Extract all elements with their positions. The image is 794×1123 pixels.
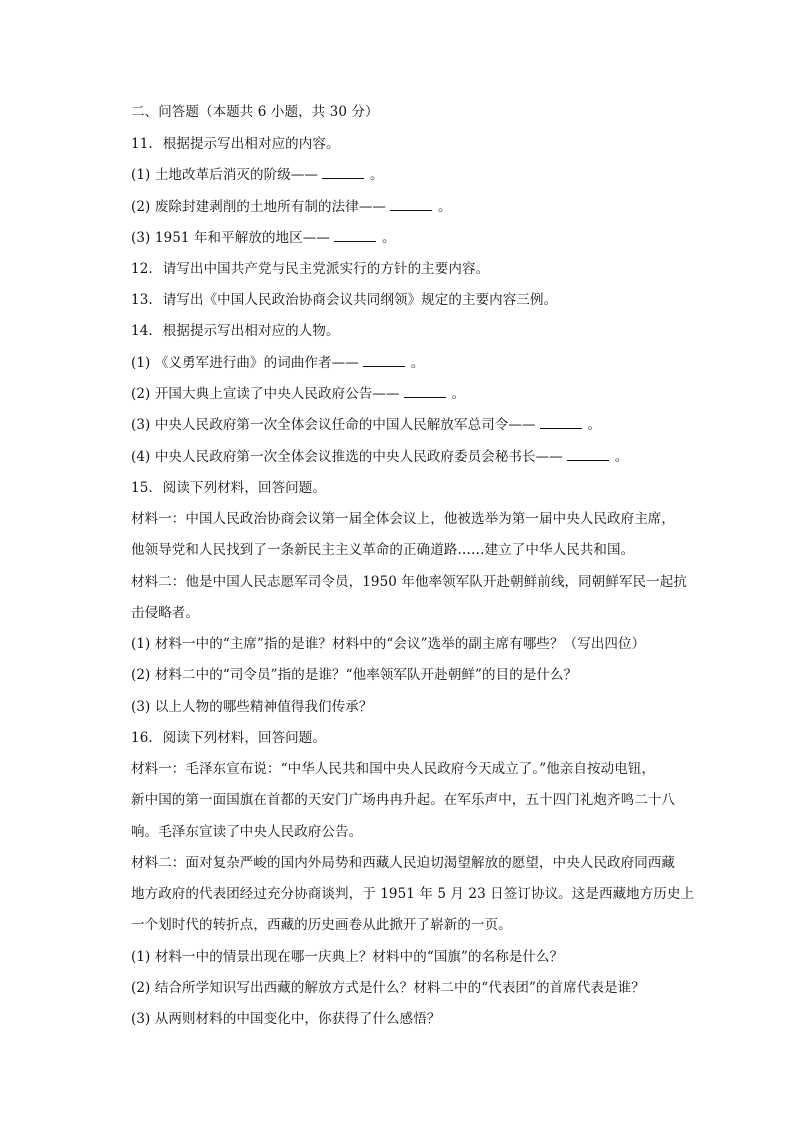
item-end: 。: [614, 449, 629, 465]
q15-subquestion-2: (2) 材料二中的“司令员”指的是谁？“他率领军队开赴朝鲜”的目的是什么？: [131, 667, 578, 683]
question-stem: 阅读下列材料，回答问题。: [162, 480, 326, 496]
answer-blank[interactable]: [322, 166, 364, 179]
question-13: [131, 290, 557, 310]
q15-subquestion-3: (3) 以上人物的哪些精神值得我们传承？: [131, 699, 373, 715]
question-stem: 根据提示写出相对应的内容。: [162, 136, 340, 152]
question-stem: 请写出中国共产党与民主党派实行的方针的主要内容。: [162, 261, 490, 277]
item-text: (2) 开国大典上宣读了中央人民政府公告——: [131, 386, 400, 402]
q16-material-2-line-2: 地方政府的代表团经过充分协商谈判，于 1951 年 5 月 23 日签订协议。这是西藏地方历史上: [131, 886, 695, 902]
q16-material-1-line-2: 新中国的第一面国旗在首都的天安门广场冉冉升起。在军乐声中，五十四门礼炮齐鸣二十八: [131, 792, 675, 808]
item-end: 。: [410, 355, 425, 371]
item-end: 。: [370, 167, 384, 183]
q15-subquestion-1: (1) 材料一中的“主席”指的是谁？材料中的“会议”选举的副主席有哪些？（写出四位）: [131, 636, 646, 652]
question-number: 16.: [131, 730, 153, 746]
question-11: [131, 134, 340, 154]
q14-item-3: [131, 415, 601, 435]
section-title: 二、问答题（本题共 6 小题，共 30 分）: [131, 104, 379, 120]
q16-material-2-line-1: 材料二：面对复杂严峻的国内外局势和西藏人民迫切渴望解放的愿望，中央人民政府同西藏: [131, 855, 675, 871]
answer-blank[interactable]: [540, 416, 582, 429]
question-15: [131, 478, 326, 498]
q11-item-2: [131, 197, 452, 217]
item-end: 。: [438, 199, 452, 215]
q14-item-1: [131, 353, 424, 373]
q16-subquestion-3: (3) 从两则材料的中国变化中，你获得了什么感悟？: [131, 1011, 441, 1027]
q11-item-3: [131, 228, 396, 248]
item-text: (3) 1951 年和平解放的地区——: [131, 230, 330, 246]
item-text: (2) 废除封建剥削的土地所有制的法律——: [131, 199, 387, 215]
q15-material-2-line-1: 材料二：他是中国人民志愿军司令员，1950 年他率领军队开赴朝鲜前线，同朝鲜军民一起抗: [131, 574, 687, 590]
answer-blank[interactable]: [390, 198, 432, 211]
q15-material-1-line-2: 他领导党和人民找到了一条新民主主义革命的正确道路……建立了中华人民共和国。: [131, 542, 635, 558]
q16-subquestion-2: (2) 结合所学知识写出西藏的解放方式是什么？材料二中的“代表团”的首席代表是谁？: [131, 980, 645, 996]
answer-blank[interactable]: [567, 448, 609, 461]
q15-material-2-line-2: 击侵略者。: [131, 605, 199, 621]
question-number: 14.: [131, 323, 153, 339]
item-end: 。: [381, 230, 396, 246]
item-text: (1) 《义勇军进行曲》的词曲作者——: [131, 355, 359, 371]
question-stem: 请写出《中国人民政治协商会议共同纲领》规定的主要内容三例。: [162, 292, 558, 308]
question-number: 15.: [131, 480, 153, 496]
question-stem: 根据提示写出相对应的人物。: [162, 323, 340, 339]
item-text: (1) 土地改革后消灭的阶级——: [131, 167, 319, 183]
q16-material-1-line-1: 材料一：毛泽东宣布说：“中华人民共和国中央人民政府今天成立了。”他亲自按动电钮，: [131, 761, 656, 777]
question-number: 13.: [131, 292, 153, 308]
item-end: 。: [451, 386, 466, 402]
item-text: (4) 中央人民政府第一次全体会议推选的中央人民政府委员会秘书长——: [131, 449, 563, 465]
item-end: 。: [587, 417, 602, 433]
question-14: [131, 321, 340, 341]
q15-material-1-line-1: 材料一：中国人民政治协商会议第一届全体会议上，他被选举为第一届中央人民政府主席，: [131, 511, 675, 527]
q14-item-4: [131, 447, 628, 467]
q16-material-1-line-3: 响。毛泽东宣读了中央人民政府公告。: [131, 824, 363, 840]
answer-blank[interactable]: [363, 354, 405, 367]
question-stem: 阅读下列材料，回答问题。: [162, 730, 326, 746]
q14-item-2: [131, 384, 465, 404]
q16-subquestion-1: (1) 材料一中的情景出现在哪一庆典上？材料中的“国旗”的名称是什么？: [131, 949, 564, 965]
answer-blank[interactable]: [404, 385, 446, 398]
question-number: 12.: [131, 261, 153, 277]
q11-item-1: [131, 165, 384, 185]
question-16: [131, 728, 326, 748]
question-12: [131, 259, 489, 279]
item-text: (3) 中央人民政府第一次全体会议任命的中国人民解放军总司令——: [131, 417, 536, 433]
question-number: 11.: [131, 136, 153, 152]
q16-material-2-line-3: 一个划时代的转折点，西藏的历史画卷从此掀开了崭新的一页。: [131, 917, 512, 933]
answer-blank[interactable]: [334, 229, 376, 242]
